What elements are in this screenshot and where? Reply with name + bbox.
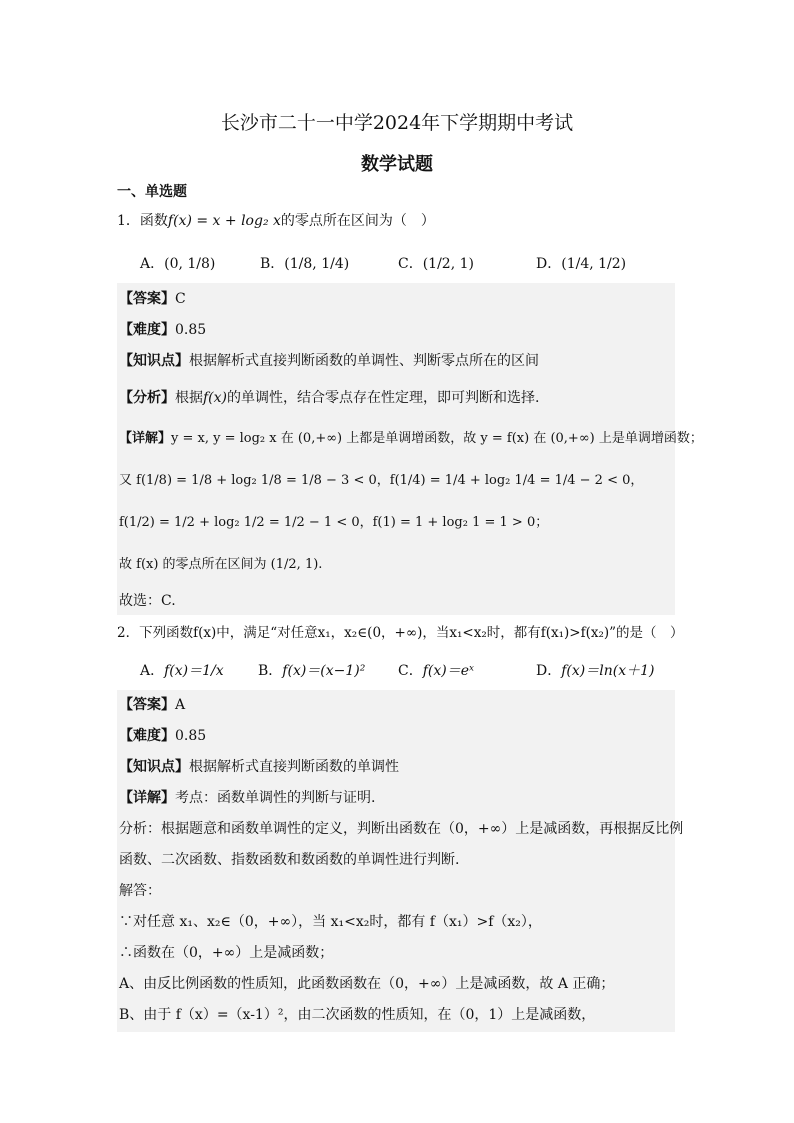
option-label: B． bbox=[260, 256, 285, 272]
q2-option-d[interactable] bbox=[536, 660, 654, 680]
option-label: D． bbox=[536, 256, 562, 272]
option-label: A． bbox=[140, 663, 165, 679]
q2-solution-line-2: ∴函数在（0，+∞）上是减函数； bbox=[119, 945, 334, 961]
option-text: f(x)＝eˣ bbox=[422, 663, 474, 679]
page-title: 长沙市二十一中学2024年下学期期中考试 bbox=[220, 112, 574, 134]
difficulty-tag: 【难度】 bbox=[119, 728, 175, 744]
q2-knowledge bbox=[119, 758, 399, 776]
q1-detail-line-3: f(1/2) = 1/2 + log₂ 1/2 = 1/2 − 1 < 0，f(1) = 1 + log₂ 1 = 1 > 0； bbox=[119, 515, 549, 530]
q2-answer bbox=[119, 696, 185, 714]
page-subtitle: 数学试题 bbox=[361, 154, 433, 175]
difficulty-value: 0.85 bbox=[175, 728, 207, 744]
stem-suffix: 的零点所在区间为（ ） bbox=[280, 213, 435, 229]
knowledge-text: 根据解析式直接判断函数的单调性、判断零点所在的区间 bbox=[189, 353, 539, 369]
q2-solution-line-1: ∵对任意 x₁、x₂∈（0，+∞），当 x₁<x₂时，都有 f（x₁）>f（x₂）， bbox=[119, 914, 542, 930]
question-1-stem bbox=[117, 212, 435, 230]
answer-value: C bbox=[175, 291, 186, 307]
difficulty-value: 0.85 bbox=[175, 322, 207, 338]
q2-solution-label: 解答： bbox=[119, 883, 161, 899]
q1-option-c[interactable] bbox=[398, 253, 474, 273]
detail-tag: 【详解】 bbox=[119, 431, 172, 446]
answer-tag: 【答案】 bbox=[119, 697, 175, 713]
q1-conclusion: 故选：C. bbox=[119, 593, 176, 609]
knowledge-tag: 【知识点】 bbox=[119, 353, 189, 369]
section-heading: 一、单选题 bbox=[117, 184, 187, 200]
detail-point: 考点：函数单调性的判断与证明. bbox=[175, 790, 376, 806]
q1-detail-line-4: 故 f(x) 的零点所在区间为 (1/2, 1). bbox=[119, 557, 323, 572]
q1-detail bbox=[119, 430, 703, 448]
option-text: f(x)＝(x−1)² bbox=[282, 663, 366, 679]
answer-tag: 【答案】 bbox=[119, 291, 175, 307]
option-text: (1/8, 1/4) bbox=[284, 256, 350, 272]
analysis-text-b: 的单调性，结合零点存在性定理，即可判断和选择. bbox=[227, 390, 540, 406]
detail-line-1: y = x, y = log₂ x 在 (0,+∞) 上都是单调增函数，故 y = f(x) 在 (0,+∞) 上是单调增函数； bbox=[171, 431, 703, 446]
option-label: D． bbox=[536, 663, 562, 679]
option-text: (0, 1/8) bbox=[164, 256, 216, 272]
analysis-tag: 【分析】 bbox=[119, 390, 175, 406]
question-2-stem bbox=[117, 624, 684, 642]
q1-option-b[interactable] bbox=[260, 253, 349, 273]
option-label: C． bbox=[398, 256, 423, 272]
q2-difficulty bbox=[119, 727, 206, 745]
q2-solution-line-3: A、由反比例函数的性质知，此函数函数在（0，+∞）上是减函数，故 A 正确； bbox=[119, 976, 615, 992]
option-label: C． bbox=[398, 663, 423, 679]
question-number: 2． bbox=[117, 625, 140, 641]
option-text: (1/4, 1/2) bbox=[561, 256, 627, 272]
q1-difficulty bbox=[119, 321, 206, 339]
option-label: B． bbox=[258, 663, 283, 679]
difficulty-tag: 【难度】 bbox=[119, 322, 175, 338]
q2-option-b[interactable] bbox=[258, 660, 365, 680]
stem-prefix: 函数 bbox=[139, 213, 168, 229]
q2-option-a[interactable] bbox=[140, 660, 224, 680]
q2-option-c[interactable] bbox=[398, 660, 474, 680]
q1-option-a[interactable] bbox=[140, 253, 215, 273]
q1-option-d[interactable] bbox=[536, 253, 626, 273]
stem-formula: f(x) = x + log₂ x bbox=[167, 213, 281, 229]
q1-answer bbox=[119, 290, 186, 308]
q1-analysis bbox=[119, 389, 539, 407]
q2-analysis-line-2: 函数、二次函数、指数函数和数函数的单调性进行判断. bbox=[119, 852, 460, 868]
q1-knowledge bbox=[119, 352, 539, 370]
option-text: (1/2, 1) bbox=[422, 256, 474, 272]
stem-text: 下列函数f(x)中，满足“对任意x₁，x₂∈(0，+∞)，当x₁<x₂时，都有f(x₁)>f(x₂)”的是（ ） bbox=[139, 625, 684, 641]
knowledge-text: 根据解析式直接判断函数的单调性 bbox=[189, 759, 399, 775]
option-text: f(x)＝1/x bbox=[164, 663, 224, 679]
detail-tag: 【详解】 bbox=[119, 790, 175, 806]
option-text: f(x)＝ln(x＋1) bbox=[561, 663, 655, 679]
q1-detail-line-2: 又 f(1/8) = 1/8 + log₂ 1/8 = 1/8 − 3 < 0，f(1/4) = 1/4 + log₂ 1/4 = 1/4 − 2 < 0， bbox=[119, 473, 644, 488]
answer-value: A bbox=[175, 697, 186, 713]
question-number: 1． bbox=[117, 213, 140, 229]
analysis-func: f(x) bbox=[203, 390, 228, 406]
q2-solution-line-4: B、由于 f（x）=（x-1）²，由二次函数的性质知，在（0，1）上是减函数， bbox=[119, 1007, 596, 1023]
q2-detail bbox=[119, 789, 375, 807]
q2-analysis-line-1: 分析：根据题意和函数单调性的定义，判断出函数在（0，+∞）上是减函数，再根据反比例 bbox=[119, 821, 684, 837]
analysis-text-a: 根据 bbox=[175, 390, 203, 406]
option-label: A． bbox=[140, 256, 165, 272]
knowledge-tag: 【知识点】 bbox=[119, 759, 189, 775]
